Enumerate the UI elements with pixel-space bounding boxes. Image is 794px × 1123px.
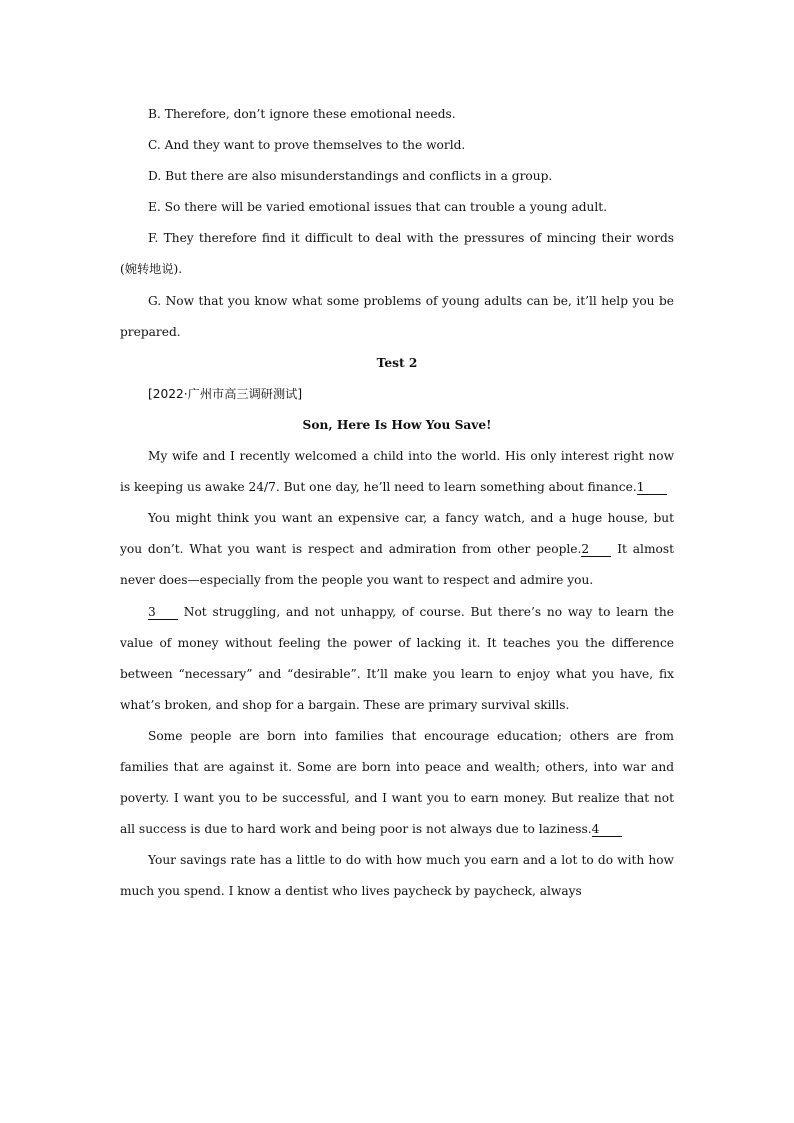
option-b: B. Therefore, don’t ignore these emotional needs. [148,107,456,121]
paragraph-2-after: It almost never does—especially from the people you want to respect and admire you. [120,542,674,588]
blank-1: 1 [637,480,667,495]
paragraph-2-text: You might think you want an expensive car, a fancy watch, and a huge house, but you don’t. What you want is respect and admiration from other people. [120,511,674,557]
option-c: C. And they want to prove themselves to the world. [148,138,466,153]
test-source: [2022·广州市高三调研测试] [148,386,303,401]
paragraph-2 [120,503,674,596]
option-f: F. They therefore find it difficult to deal with the pressures of mincing their words (婉转地说). [120,231,674,277]
option-d: D. But there are also misunderstandings and conflicts in a group. [148,169,553,184]
paragraph-3-text: Not struggling, and not unhappy, of course. But there’s no way to learn the value of money without feeling the power of lacking it. It teaches you the difference between “necessary” and “desirable”. It’ll make you learn to enjoy what you have, fix what’s broken, and shop for a bargain. These are primary survival skills. [120,604,674,712]
paragraph-5: Your savings rate has a little to do with how much you earn and a lot to do with how much you spend. I know a dentist who lives paycheck by paycheck, always [120,853,674,899]
paragraph-1 [120,441,674,503]
option-g: G. Now that you know what some problems of young adults can be, it’ll help you be prepared. [120,293,674,339]
test-heading: Test 2 [376,355,418,370]
paragraph-3 [120,597,674,721]
blank-3: 3 [148,605,178,620]
paragraph-4 [120,721,674,845]
paragraph-4-text: Some people are born into families that encourage education; others are from families that are against it. Some are born into peace and wealth; others, into war and poverty. I want you to be successful, and I want you to earn money. But realize that not all success is due to hard work and being poor is not always due to laziness. [120,728,674,837]
paragraph-1-text: My wife and I recently welcomed a child into the world. His only interest right now is keeping us awake 24/7. But one day, he’ll need to learn something about finance. [120,449,674,495]
blank-4: 4 [592,822,622,837]
passage-title: Son, Here Is How You Save! [302,417,492,432]
blank-2: 2 [581,542,611,557]
option-e: E. So there will be varied emotional issues that can trouble a young adult. [148,200,608,215]
